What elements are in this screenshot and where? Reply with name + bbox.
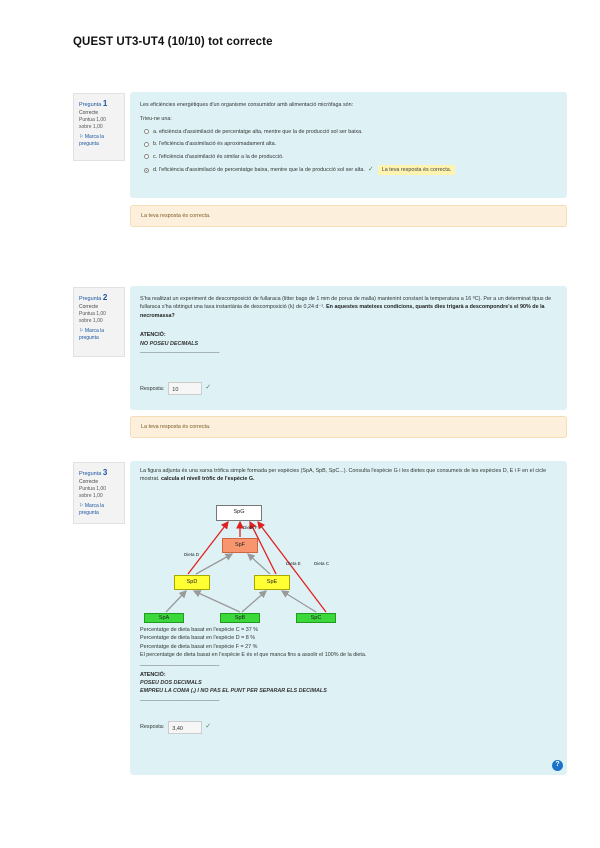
question-text xyxy=(140,295,557,320)
radio-button[interactable] xyxy=(144,154,149,159)
question-status: Correcte xyxy=(79,478,99,485)
question-score: Puntua 1,00 sobre 1,00 xyxy=(79,311,106,325)
flag-label: Marca la pregunta xyxy=(79,133,105,147)
question-label: Pregunta xyxy=(79,296,102,302)
radio-button-selected[interactable] xyxy=(144,168,149,173)
arrow-spa-spd xyxy=(166,591,186,612)
flag-icon: ⚐ xyxy=(79,327,84,334)
radio-button[interactable] xyxy=(144,142,149,147)
no-decimals-note: NO POSEU DECIMALS xyxy=(140,340,199,347)
node-spb: SpB xyxy=(220,613,260,623)
separator: ------------------------------------------------------------- xyxy=(140,349,220,356)
attention-label: ATENCIÓ: xyxy=(140,332,166,339)
diet-line-e: El percentatge de dieta basat en l'espècie E és el que manca fins a assolir el 100% de la dieta. xyxy=(140,651,367,658)
question-number xyxy=(79,467,119,479)
separator: ------------------------------------------------------------- xyxy=(140,663,220,670)
correct-tag: La teva resposta és correcta. xyxy=(378,165,456,175)
comma-rule-note: EMPREU LA COMA (,) I NO PAS EL PUNT PER SEPARAR ELS DECIMALS xyxy=(140,688,327,695)
question-status: Correcte xyxy=(79,109,99,116)
question-1-info xyxy=(73,93,125,161)
option-letter: c. xyxy=(153,153,158,160)
option-b[interactable] xyxy=(144,140,557,148)
arrow-spb-spe xyxy=(242,591,266,612)
option-text: l'eficiència d'assimilació és aproximadament alta. xyxy=(159,141,277,148)
answer-row xyxy=(140,721,557,734)
flag-icon: ⚐ xyxy=(79,502,84,509)
check-icon: ✓ xyxy=(205,384,212,392)
answer-row xyxy=(140,382,557,395)
question-2-info xyxy=(73,287,125,357)
answer-input[interactable]: 10 xyxy=(168,382,202,395)
node-spe: SpE xyxy=(254,575,290,590)
label-dieta-c: Dieta C xyxy=(314,560,330,566)
label-dieta-f: Dieta F xyxy=(243,524,258,530)
label-dieta-e: Dieta E xyxy=(286,560,301,566)
question-text-ask: calcula el nivell tròfic de l'espècie G. xyxy=(160,476,255,483)
question-text-ask: En aquestes mateixes condicions, quants dies trigarà a descompondre's el 90% de la necromassa? xyxy=(140,304,545,319)
flag-question-link[interactable] xyxy=(79,503,119,518)
option-letter: d. xyxy=(153,167,158,174)
flag-label: Marca la pregunta xyxy=(79,327,105,341)
node-spd: SpD xyxy=(174,575,210,590)
arrow-spc-spe xyxy=(282,591,316,612)
answer-input[interactable]: 3,40 xyxy=(168,721,202,734)
question-2-feedback: La teva resposta és correcta. xyxy=(130,416,567,438)
separator-2: ------------------------------------------------------------- xyxy=(140,697,220,704)
question-1-feedback: La teva resposta és correcta. xyxy=(130,205,567,227)
node-spf: SpF xyxy=(222,538,258,553)
answer-label: Resposta: xyxy=(140,385,165,392)
question-status: Correcte xyxy=(79,303,99,310)
flag-question-link[interactable] xyxy=(79,328,119,343)
check-icon: ✓ xyxy=(367,165,374,173)
arrow-spb-spd xyxy=(194,591,240,612)
question-1-box xyxy=(130,92,567,198)
question-3-info xyxy=(73,462,125,524)
answer-label: Resposta: xyxy=(140,724,165,731)
choice-prompt: Trieu-ne una: xyxy=(140,116,172,123)
check-icon: ✓ xyxy=(205,723,212,731)
option-d[interactable] xyxy=(144,165,557,176)
two-decimals-note: POSEU DOS DECIMALS xyxy=(140,680,202,686)
question-num: 3 xyxy=(102,468,108,477)
question-num: 2 xyxy=(102,293,108,302)
question-text-main: S'ha realitzat un experiment de descomposició de fullaraca (litter bags de 1 mm de porus de malla) mantenint constant la temperatura a 16 ºC). Per a un determinat tipus de fullaraca s'ha obtingut una taxa instantània de descomposició (k) de 0,24 d⁻¹. xyxy=(140,296,552,311)
food-web-diagram xyxy=(140,488,370,623)
option-text: l'eficiència d'assimilació de percentatge baixa, mentre que la de producció sol ser alta. xyxy=(159,167,365,174)
option-letter: a. xyxy=(153,128,158,135)
question-text xyxy=(140,467,557,484)
flag-question-link[interactable] xyxy=(79,134,119,149)
diet-line-c: Percentatge de dieta basat en l'espècie C = 37 % xyxy=(140,626,259,633)
question-num: 1 xyxy=(102,99,108,108)
radio-button[interactable] xyxy=(144,129,149,134)
question-label: Pregunta xyxy=(79,102,102,108)
option-a[interactable] xyxy=(144,128,557,136)
flag-label: Marca la pregunta xyxy=(79,502,105,516)
question-number xyxy=(79,292,119,304)
node-spc: SpC xyxy=(296,613,336,623)
arrow-spe-spf xyxy=(248,554,270,574)
question-text: Les eficiències energètiques d'un organisme consumidor amb alimentació micròfaga són: xyxy=(140,102,354,108)
attention-label: ATENCIÓ: xyxy=(140,671,166,678)
question-number xyxy=(79,98,119,110)
node-spg: SpG xyxy=(216,505,262,521)
flag-icon: ⚐ xyxy=(79,133,84,140)
option-text: l'eficiència d'assimilació és similar a la de producció. xyxy=(158,153,284,160)
question-2-box xyxy=(130,286,567,410)
question-score: Puntua 1,00 sobre 1,00 xyxy=(79,117,106,131)
question-label: Pregunta xyxy=(79,471,102,477)
question-score: Puntua 1,00 sobre 1,00 xyxy=(79,486,106,500)
diet-line-f: Percentatge de dieta basat en l'espècie F = 27 % xyxy=(140,643,258,650)
node-spa: SpA xyxy=(144,613,184,623)
diet-line-d: Percentatge de dieta basat en l'espècie D = 8 % xyxy=(140,635,256,642)
label-dieta-d: Dieta D xyxy=(184,551,200,557)
question-text-main: La figura adjunta és una xarxa tròfica simple formada per espècies (SpA, SpB, SpC...). Consulta l'espècie G i les dietes que consumeix de les espècies D, E i F en el cicle mostrat. xyxy=(140,468,547,483)
page-title: QUEST UT3-UT4 (10/10) tot correcte xyxy=(73,36,273,48)
option-letter: b. xyxy=(153,141,158,148)
help-icon[interactable]: ? xyxy=(552,760,563,771)
option-text: eficiència d'assimilació de percentatge alta, mentre que la de producció sol ser baixa. xyxy=(159,128,363,135)
option-c[interactable] xyxy=(144,153,557,161)
question-3-box xyxy=(130,461,567,775)
